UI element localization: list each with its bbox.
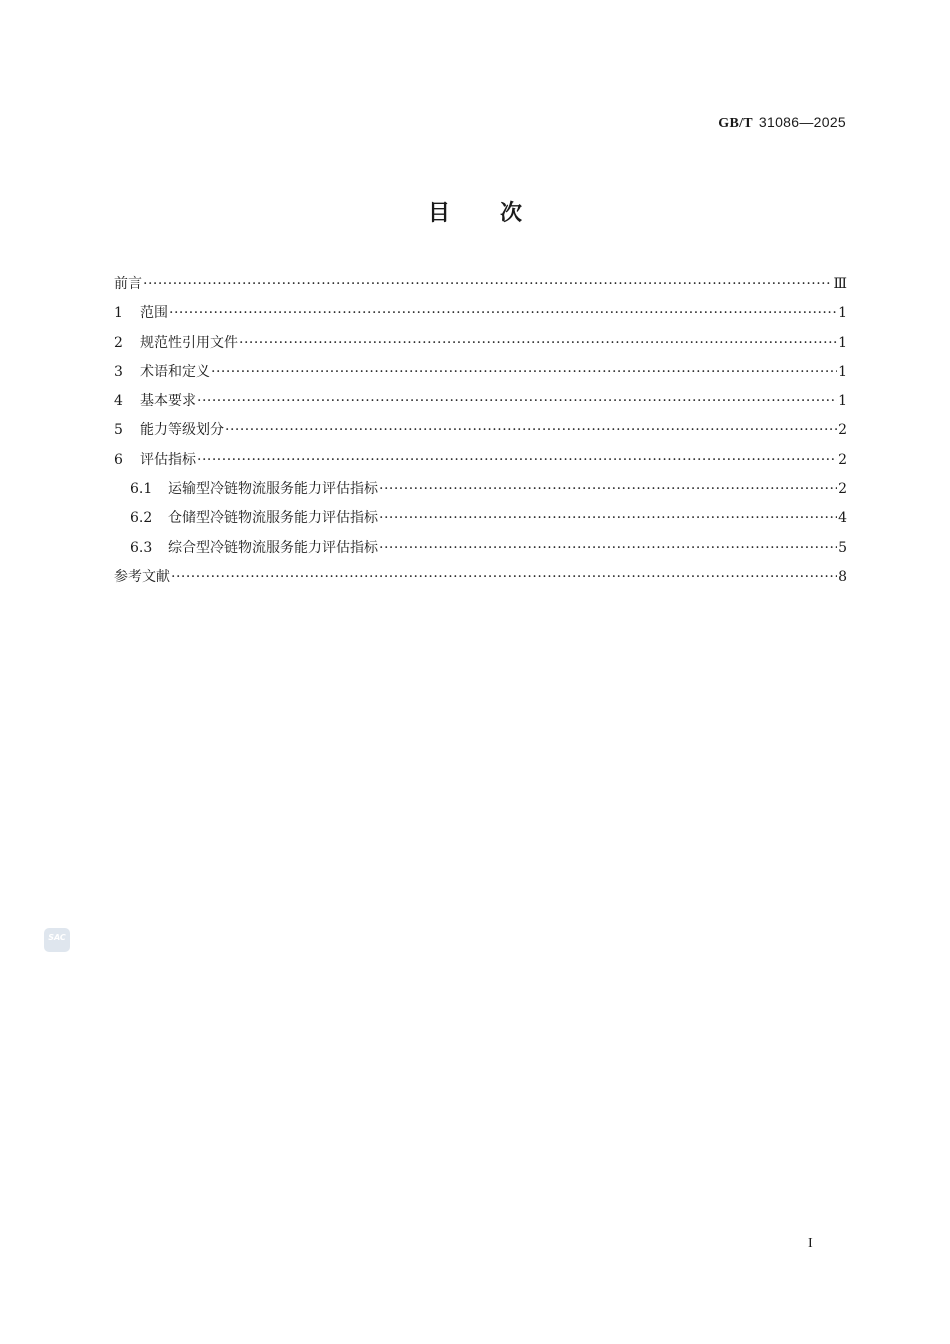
toc-entry-page: 8 xyxy=(838,568,847,585)
toc-entry-page: 1 xyxy=(838,393,847,410)
toc-entry[interactable] xyxy=(114,534,847,563)
toc-entry[interactable] xyxy=(114,329,847,358)
toc-entry[interactable] xyxy=(114,475,847,504)
page-title: 目次 xyxy=(427,201,572,226)
toc-entry-title: 能力等级划分 xyxy=(140,422,224,439)
toc-entry[interactable] xyxy=(114,299,847,328)
toc-dot-leader xyxy=(379,475,837,504)
sac-watermark-logo xyxy=(44,928,70,952)
toc-entry-number: 3 xyxy=(114,363,123,380)
toc-entry[interactable] xyxy=(114,446,847,475)
toc-entry-title: 范围 xyxy=(140,305,168,322)
watermark-text: SAC xyxy=(48,933,66,942)
toc-entry-page: Ⅲ xyxy=(833,276,847,292)
toc-entry-label xyxy=(130,504,378,533)
toc-entry-page: 4 xyxy=(838,510,847,527)
toc-dot-leader xyxy=(379,534,837,563)
toc-entry-page: 1 xyxy=(838,334,847,351)
table-of-contents xyxy=(114,270,847,592)
toc-entry-title: 参考文献 xyxy=(114,568,170,585)
toc-entry-label xyxy=(130,475,378,504)
toc-entry-page: 2 xyxy=(838,451,847,468)
toc-entry-label xyxy=(130,534,378,563)
toc-dot-leader xyxy=(169,299,837,328)
toc-dot-leader xyxy=(239,329,837,358)
toc-dot-leader xyxy=(197,446,837,475)
toc-dot-leader xyxy=(171,563,837,592)
toc-entry-number: 6.2 xyxy=(130,510,153,527)
toc-dot-leader xyxy=(197,387,837,416)
toc-entry-title: 综合型冷链物流服务能力评估指标 xyxy=(168,539,378,556)
toc-entry-label xyxy=(114,329,238,358)
toc-entry[interactable] xyxy=(114,358,847,387)
standard-number xyxy=(718,114,846,132)
toc-entry[interactable] xyxy=(114,270,847,299)
toc-entry-number: 5 xyxy=(114,422,123,439)
toc-entry-label xyxy=(114,416,224,445)
toc-dot-leader xyxy=(211,358,837,387)
toc-entry-page: 5 xyxy=(838,539,847,556)
toc-entry-number: 4 xyxy=(114,393,123,410)
toc-entry-title: 运输型冷链物流服务能力评估指标 xyxy=(168,481,378,498)
toc-entry-title: 评估指标 xyxy=(140,451,196,468)
toc-entry-number: 6.3 xyxy=(130,539,153,556)
standard-prefix: GB/T xyxy=(718,116,753,131)
standard-code: 31086—2025 xyxy=(758,114,846,130)
toc-entry-label xyxy=(114,270,142,299)
toc-entry[interactable] xyxy=(114,387,847,416)
toc-entry[interactable] xyxy=(114,504,847,533)
toc-entry-label xyxy=(114,358,210,387)
toc-entry[interactable] xyxy=(114,416,847,445)
toc-entry-page: 1 xyxy=(838,363,847,380)
toc-dot-leader xyxy=(379,504,837,533)
page-number: I xyxy=(808,1236,813,1251)
toc-entry-number: 6 xyxy=(114,451,123,468)
toc-entry-page: 2 xyxy=(838,481,847,498)
toc-entry-label xyxy=(114,563,170,592)
toc-entry-page: 2 xyxy=(838,422,847,439)
toc-dot-leader xyxy=(225,416,837,445)
toc-entry[interactable] xyxy=(114,563,847,592)
toc-entry-number: 1 xyxy=(114,305,123,322)
toc-entry-page: 1 xyxy=(838,305,847,322)
toc-entry-number: 6.1 xyxy=(130,481,153,498)
toc-entry-number: 2 xyxy=(114,334,123,351)
toc-entry-label xyxy=(114,446,196,475)
toc-entry-title: 术语和定义 xyxy=(140,363,210,380)
toc-entry-label xyxy=(114,387,196,416)
toc-dot-leader xyxy=(143,270,832,299)
toc-entry-title: 基本要求 xyxy=(140,393,196,410)
toc-entry-title: 仓储型冷链物流服务能力评估指标 xyxy=(168,510,378,527)
toc-entry-title: 前言 xyxy=(114,276,142,292)
toc-entry-label xyxy=(114,299,168,328)
toc-entry-title: 规范性引用文件 xyxy=(140,334,238,351)
